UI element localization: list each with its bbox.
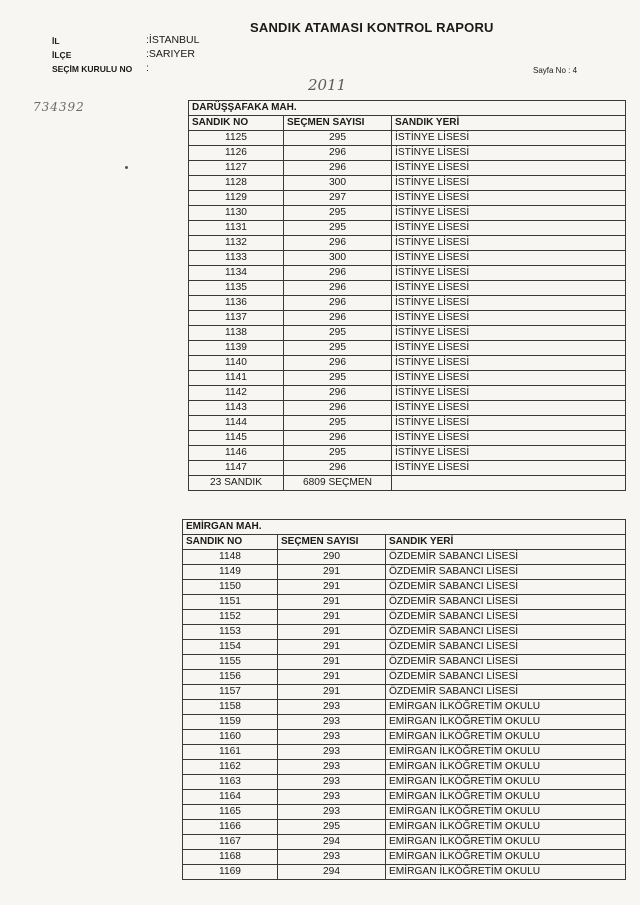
table-row xyxy=(189,311,626,326)
sandik-yeri-cell: İSTİNYE LİSESİ xyxy=(392,311,626,326)
sandik-yeri-cell: İSTİNYE LİSESİ xyxy=(392,146,626,161)
table-row xyxy=(189,401,626,416)
sandik-no-cell: 1162 xyxy=(183,760,278,775)
table-row xyxy=(189,131,626,146)
sandik-no-cell: 1168 xyxy=(183,850,278,865)
section-title: EMİRGAN MAH. xyxy=(183,520,626,535)
sandik-no-cell: 1149 xyxy=(183,565,278,580)
sandik-yeri-cell: İSTİNYE LİSESİ xyxy=(392,176,626,191)
table-row xyxy=(189,281,626,296)
table-row xyxy=(183,790,626,805)
sandik-no-cell: 1159 xyxy=(183,715,278,730)
sandik-no-cell: 1129 xyxy=(189,191,284,206)
table-row xyxy=(189,191,626,206)
secmen-count-cell: 296 xyxy=(284,266,392,281)
secmen-count-cell: 294 xyxy=(278,835,386,850)
sandik-yeri-cell: İSTİNYE LİSESİ xyxy=(392,161,626,176)
il-label: İL xyxy=(52,36,60,46)
sandik-yeri-cell: İSTİNYE LİSESİ xyxy=(392,461,626,476)
sandik-no-cell: 1160 xyxy=(183,730,278,745)
table-row xyxy=(183,655,626,670)
table-row xyxy=(183,850,626,865)
sandik-yeri-cell: EMİRGAN İLKÖĞRETİM OKULU xyxy=(386,805,626,820)
handwritten-year: 2011 xyxy=(308,76,347,94)
sandik-yeri-cell: İSTİNYE LİSESİ xyxy=(392,401,626,416)
table-row xyxy=(183,730,626,745)
handwritten-number: 734392 xyxy=(33,100,85,114)
sandik-no-cell: 1131 xyxy=(189,221,284,236)
secmen-count-cell: 293 xyxy=(278,850,386,865)
sandik-yeri-cell: İSTİNYE LİSESİ xyxy=(392,206,626,221)
table-row xyxy=(189,446,626,461)
secmen-count-cell: 291 xyxy=(278,580,386,595)
sandik-yeri-cell: EMİRGAN İLKÖĞRETİM OKULU xyxy=(386,865,626,880)
secmen-count-cell: 291 xyxy=(278,640,386,655)
sandik-yeri-cell: İSTİNYE LİSESİ xyxy=(392,371,626,386)
table-row xyxy=(189,236,626,251)
total-empty-cell xyxy=(392,476,626,491)
sandik-no-cell: 1141 xyxy=(189,371,284,386)
sandik-yeri-cell: İSTİNYE LİSESİ xyxy=(392,416,626,431)
table-row xyxy=(183,565,626,580)
secmen-count-cell: 296 xyxy=(284,401,392,416)
secmen-count-cell: 296 xyxy=(284,431,392,446)
secmen-count-cell: 293 xyxy=(278,730,386,745)
table-row xyxy=(183,745,626,760)
sandik-no-cell: 1132 xyxy=(189,236,284,251)
secmen-count-cell: 295 xyxy=(284,446,392,461)
sandik-no-cell: 1128 xyxy=(189,176,284,191)
table-row xyxy=(189,206,626,221)
secmen-count-cell: 296 xyxy=(284,311,392,326)
secmen-count-cell: 296 xyxy=(284,356,392,371)
table-row xyxy=(183,670,626,685)
sandik-no-cell: 1156 xyxy=(183,670,278,685)
secmen-count-cell: 291 xyxy=(278,670,386,685)
sandik-yeri-cell: ÖZDEMİR SABANCI LİSESİ xyxy=(386,550,626,565)
sandik-no-cell: 1152 xyxy=(183,610,278,625)
sandik-no-cell: 1142 xyxy=(189,386,284,401)
sandik-no-cell: 1137 xyxy=(189,311,284,326)
secmen-count-cell: 293 xyxy=(278,715,386,730)
secmen-count-cell: 293 xyxy=(278,745,386,760)
paper-speck xyxy=(125,166,128,169)
sandik-yeri-cell: İSTİNYE LİSESİ xyxy=(392,341,626,356)
sandik-yeri-cell: ÖZDEMİR SABANCI LİSESİ xyxy=(386,565,626,580)
secmen-count-cell: 290 xyxy=(278,550,386,565)
table-row xyxy=(189,296,626,311)
sandik-no-cell: 1135 xyxy=(189,281,284,296)
sandik-no-cell: 1133 xyxy=(189,251,284,266)
sandik-yeri-cell: İSTİNYE LİSESİ xyxy=(392,296,626,311)
sandik-yeri-cell: İSTİNYE LİSESİ xyxy=(392,191,626,206)
kurul-value: : xyxy=(146,62,149,74)
secmen-count-cell: 291 xyxy=(278,595,386,610)
sandik-yeri-cell: ÖZDEMİR SABANCI LİSESİ xyxy=(386,580,626,595)
table-row xyxy=(189,341,626,356)
sandik-no-cell: 1150 xyxy=(183,580,278,595)
page-number: Sayfa No : 4 xyxy=(533,66,578,75)
table-row xyxy=(183,685,626,700)
sandik-yeri-cell: İSTİNYE LİSESİ xyxy=(392,131,626,146)
total-sandik: 23 SANDIK xyxy=(189,476,284,491)
table-row xyxy=(189,161,626,176)
table-row xyxy=(183,625,626,640)
sandik-yeri-cell: İSTİNYE LİSESİ xyxy=(392,266,626,281)
sandik-yeri-cell: EMİRGAN İLKÖĞRETİM OKULU xyxy=(386,820,626,835)
kurul-label: SEÇİM KURULU NO xyxy=(52,64,133,74)
secmen-count-cell: 293 xyxy=(278,790,386,805)
table-row xyxy=(189,461,626,476)
darussafaka-table xyxy=(188,100,626,491)
secmen-count-cell: 291 xyxy=(278,685,386,700)
report-title: SANDIK ATAMASI KONTROL RAPORU xyxy=(250,20,494,35)
secmen-count-cell: 295 xyxy=(284,371,392,386)
secmen-count-cell: 295 xyxy=(284,131,392,146)
sandik-yeri-cell: ÖZDEMİR SABANCI LİSESİ xyxy=(386,625,626,640)
secmen-count-cell: 295 xyxy=(284,206,392,221)
sandik-no-cell: 1158 xyxy=(183,700,278,715)
sandik-yeri-cell: EMİRGAN İLKÖĞRETİM OKULU xyxy=(386,850,626,865)
sandik-yeri-cell: EMİRGAN İLKÖĞRETİM OKULU xyxy=(386,790,626,805)
sandik-yeri-cell: ÖZDEMİR SABANCI LİSESİ xyxy=(386,595,626,610)
sandik-no-cell: 1151 xyxy=(183,595,278,610)
table-row xyxy=(183,760,626,775)
total-row xyxy=(189,476,626,491)
table-row xyxy=(189,431,626,446)
ilce-label: İLÇE xyxy=(52,50,72,60)
sandik-no-cell: 1138 xyxy=(189,326,284,341)
table-row xyxy=(189,326,626,341)
sandik-no-cell: 1153 xyxy=(183,625,278,640)
table-row xyxy=(189,146,626,161)
table-row xyxy=(189,266,626,281)
sandik-no-cell: 1143 xyxy=(189,401,284,416)
sandik-no-cell: 1147 xyxy=(189,461,284,476)
column-header-no: SANDIK NO xyxy=(183,535,278,550)
table-row xyxy=(183,835,626,850)
sandik-yeri-cell: ÖZDEMİR SABANCI LİSESİ xyxy=(386,640,626,655)
sandik-yeri-cell: ÖZDEMİR SABANCI LİSESİ xyxy=(386,610,626,625)
secmen-count-cell: 295 xyxy=(284,341,392,356)
secmen-count-cell: 296 xyxy=(284,281,392,296)
secmen-count-cell: 296 xyxy=(284,161,392,176)
table-body xyxy=(183,550,626,880)
secmen-count-cell: 293 xyxy=(278,805,386,820)
sandik-yeri-cell: EMİRGAN İLKÖĞRETİM OKULU xyxy=(386,760,626,775)
secmen-count-cell: 291 xyxy=(278,610,386,625)
table-row xyxy=(183,595,626,610)
sandik-yeri-cell: EMİRGAN İLKÖĞRETİM OKULU xyxy=(386,700,626,715)
sandik-no-cell: 1167 xyxy=(183,835,278,850)
sandik-yeri-cell: EMİRGAN İLKÖĞRETİM OKULU xyxy=(386,775,626,790)
sandik-yeri-cell: ÖZDEMİR SABANCI LİSESİ xyxy=(386,655,626,670)
sandik-no-cell: 1157 xyxy=(183,685,278,700)
ilce-value: :SARIYER xyxy=(146,48,196,60)
sandik-yeri-cell: EMİRGAN İLKÖĞRETİM OKULU xyxy=(386,730,626,745)
secmen-count-cell: 293 xyxy=(278,700,386,715)
sandik-no-cell: 1126 xyxy=(189,146,284,161)
table-row xyxy=(183,700,626,715)
table-row xyxy=(183,550,626,565)
table-row xyxy=(183,610,626,625)
sandik-yeri-cell: İSTİNYE LİSESİ xyxy=(392,446,626,461)
sandik-yeri-cell: İSTİNYE LİSESİ xyxy=(392,251,626,266)
sandik-no-cell: 1139 xyxy=(189,341,284,356)
sandik-no-cell: 1144 xyxy=(189,416,284,431)
secmen-count-cell: 295 xyxy=(278,820,386,835)
sandik-no-cell: 1163 xyxy=(183,775,278,790)
sandik-yeri-cell: EMİRGAN İLKÖĞRETİM OKULU xyxy=(386,715,626,730)
sandik-yeri-cell: İSTİNYE LİSESİ xyxy=(392,386,626,401)
table-row xyxy=(183,580,626,595)
table-row xyxy=(189,371,626,386)
table-row xyxy=(183,775,626,790)
table-row xyxy=(189,386,626,401)
sandik-no-cell: 1146 xyxy=(189,446,284,461)
column-header-place: SANDIK YERİ xyxy=(392,116,626,131)
sandik-no-cell: 1148 xyxy=(183,550,278,565)
secmen-count-cell: 291 xyxy=(278,565,386,580)
secmen-count-cell: 300 xyxy=(284,251,392,266)
secmen-count-cell: 295 xyxy=(284,221,392,236)
secmen-count-cell: 291 xyxy=(278,655,386,670)
table-row xyxy=(183,820,626,835)
sandik-yeri-cell: İSTİNYE LİSESİ xyxy=(392,356,626,371)
sandik-no-cell: 1165 xyxy=(183,805,278,820)
table-row xyxy=(183,640,626,655)
table-row xyxy=(183,805,626,820)
sandik-no-cell: 1154 xyxy=(183,640,278,655)
sandik-no-cell: 1130 xyxy=(189,206,284,221)
total-secmen: 6809 SEÇMEN xyxy=(284,476,392,491)
sandik-yeri-cell: ÖZDEMİR SABANCI LİSESİ xyxy=(386,670,626,685)
il-value: :İSTANBUL xyxy=(146,34,200,46)
sandik-no-cell: 1155 xyxy=(183,655,278,670)
secmen-count-cell: 293 xyxy=(278,775,386,790)
sandik-yeri-cell: İSTİNYE LİSESİ xyxy=(392,221,626,236)
emirgan-table xyxy=(182,519,626,880)
column-header-count: SEÇMEN SAYISI xyxy=(278,535,386,550)
sandik-yeri-cell: İSTİNYE LİSESİ xyxy=(392,281,626,296)
table-row xyxy=(183,715,626,730)
sandik-yeri-cell: İSTİNYE LİSESİ xyxy=(392,326,626,341)
column-header-count: SEÇMEN SAYISI xyxy=(284,116,392,131)
sandik-yeri-cell: EMİRGAN İLKÖĞRETİM OKULU xyxy=(386,835,626,850)
sandik-no-cell: 1145 xyxy=(189,431,284,446)
secmen-count-cell: 294 xyxy=(278,865,386,880)
table-row xyxy=(189,221,626,236)
table-body xyxy=(189,131,626,476)
secmen-count-cell: 293 xyxy=(278,760,386,775)
sandik-no-cell: 1136 xyxy=(189,296,284,311)
secmen-count-cell: 291 xyxy=(278,625,386,640)
column-header-no: SANDIK NO xyxy=(189,116,284,131)
secmen-count-cell: 296 xyxy=(284,296,392,311)
secmen-count-cell: 295 xyxy=(284,416,392,431)
secmen-count-cell: 296 xyxy=(284,236,392,251)
secmen-count-cell: 295 xyxy=(284,326,392,341)
table-row xyxy=(189,416,626,431)
sandik-yeri-cell: ÖZDEMİR SABANCI LİSESİ xyxy=(386,685,626,700)
table-row xyxy=(183,865,626,880)
sandik-yeri-cell: İSTİNYE LİSESİ xyxy=(392,431,626,446)
secmen-count-cell: 300 xyxy=(284,176,392,191)
sandik-no-cell: 1161 xyxy=(183,745,278,760)
sandik-no-cell: 1140 xyxy=(189,356,284,371)
sandik-no-cell: 1134 xyxy=(189,266,284,281)
sandik-no-cell: 1166 xyxy=(183,820,278,835)
table-row xyxy=(189,251,626,266)
sandik-no-cell: 1125 xyxy=(189,131,284,146)
secmen-count-cell: 296 xyxy=(284,146,392,161)
secmen-count-cell: 296 xyxy=(284,386,392,401)
section-title: DARÜŞŞAFAKA MAH. xyxy=(189,101,626,116)
sandik-no-cell: 1169 xyxy=(183,865,278,880)
sandik-yeri-cell: İSTİNYE LİSESİ xyxy=(392,236,626,251)
column-header-place: SANDIK YERİ xyxy=(386,535,626,550)
secmen-count-cell: 296 xyxy=(284,461,392,476)
secmen-count-cell: 297 xyxy=(284,191,392,206)
sandik-no-cell: 1164 xyxy=(183,790,278,805)
table-row xyxy=(189,176,626,191)
table-row xyxy=(189,356,626,371)
sandik-no-cell: 1127 xyxy=(189,161,284,176)
sandik-yeri-cell: EMİRGAN İLKÖĞRETİM OKULU xyxy=(386,745,626,760)
